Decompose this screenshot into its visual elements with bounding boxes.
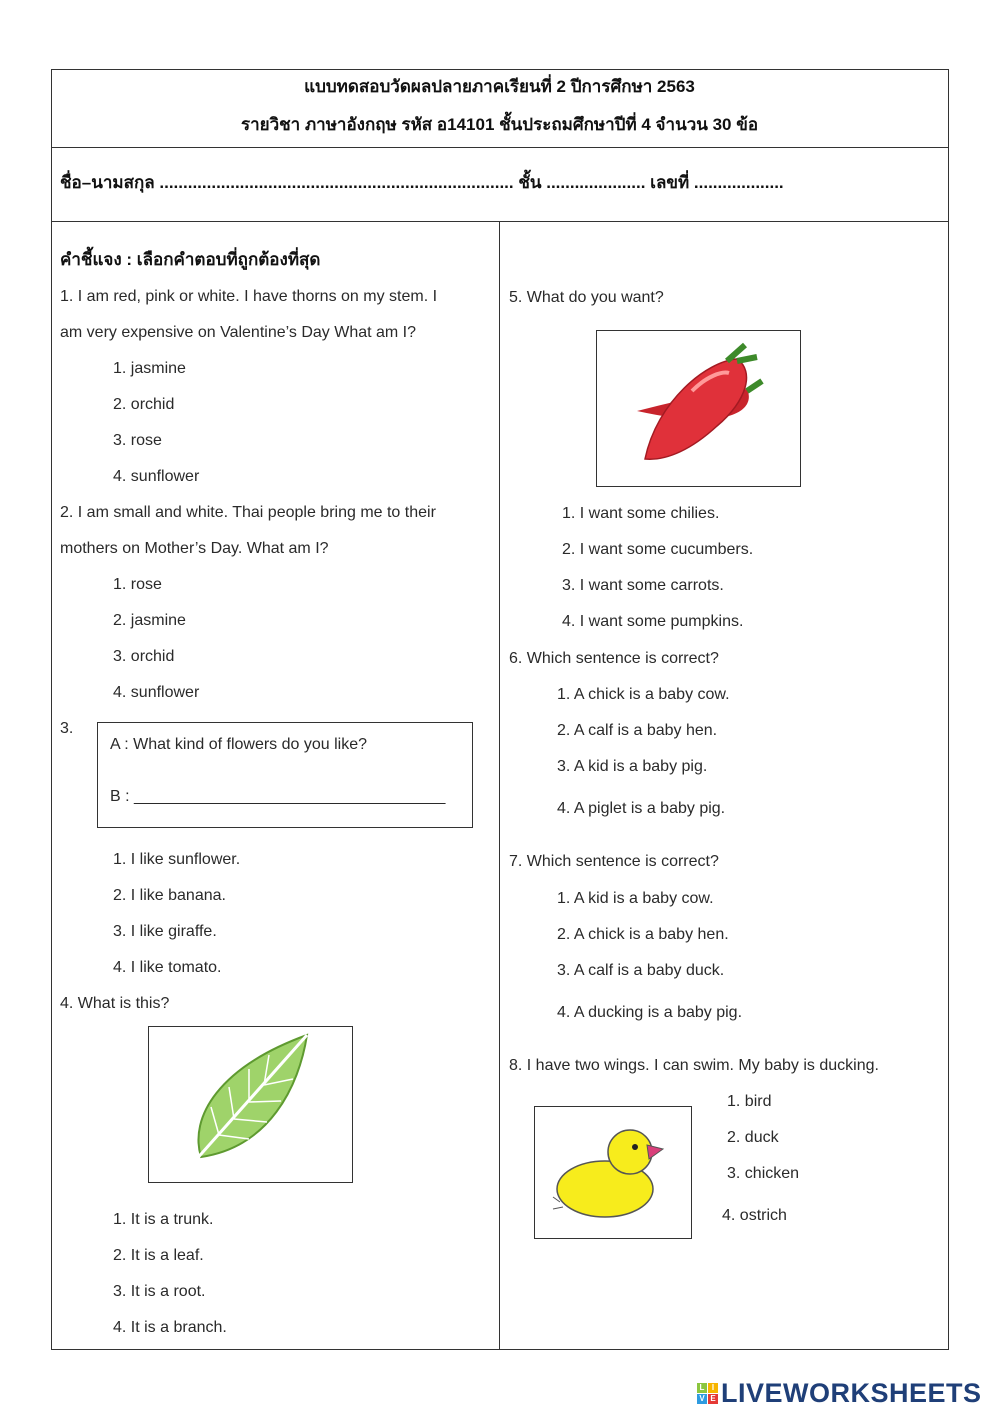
q5-option[interactable]: 2. I want some cucumbers. (562, 541, 754, 558)
q7-option[interactable]: 1. A kid is a baby cow. (557, 890, 714, 907)
q3-option[interactable]: 2. I like banana. (113, 887, 226, 904)
column-divider (499, 221, 500, 1350)
q7-option[interactable]: 4. A ducking is a baby pig. (557, 1004, 743, 1021)
q2-text: mothers on Mother’s Day. What am I? (60, 540, 329, 557)
q7-question: 7. Which sentence is correct? (509, 853, 719, 870)
q5-question: 5. What do you want? (509, 289, 664, 306)
q6-option[interactable]: 3. A kid is a baby pig. (557, 758, 708, 775)
header-divider (51, 147, 949, 148)
q6-option[interactable]: 1. A chick is a baby cow. (557, 686, 730, 703)
chili-pepper-icon (597, 331, 802, 488)
q4-image-box (148, 1026, 353, 1183)
q3-option[interactable]: 1. I like sunflower. (113, 851, 241, 868)
q8-option[interactable]: 2. duck (727, 1129, 779, 1146)
q8-option[interactable]: 1. bird (727, 1093, 772, 1110)
q5-option[interactable]: 4. I want some pumpkins. (562, 613, 744, 630)
q8-option[interactable]: 3. chicken (727, 1165, 800, 1182)
q2-option[interactable]: 3. orchid (113, 648, 175, 665)
q8-question: 8. I have two wings. I can swim. My baby is ducking. (509, 1057, 879, 1074)
frame-bottom (51, 1349, 949, 1350)
q7-option[interactable]: 2. A chick is a baby hen. (557, 926, 729, 943)
q4-question: 4. What is this? (60, 995, 170, 1012)
q4-option[interactable]: 3. It is a root. (113, 1283, 206, 1300)
logo-letter: L (697, 1383, 707, 1393)
q5-image-box (596, 330, 801, 487)
logo-letter: V (697, 1394, 707, 1404)
q5-option[interactable]: 1. I want some chilies. (562, 505, 720, 522)
logo-text: LIVEWORKSHEETS (721, 1378, 982, 1408)
q2-option[interactable]: 4. sunflower (113, 684, 200, 701)
logo-letter: I (708, 1383, 718, 1393)
frame-left (51, 69, 52, 1350)
exam-title: แบบทดสอบวัดผลปลายภาคเรียนที่ 2 ปีการศึกษา 2563 (304, 77, 695, 96)
q3-option[interactable]: 4. I like tomato. (113, 959, 222, 976)
q7-option[interactable]: 3. A calf is a baby duck. (557, 962, 725, 979)
q4-option[interactable]: 4. It is a branch. (113, 1319, 227, 1336)
q2-option[interactable]: 1. rose (113, 576, 162, 593)
q6-option[interactable]: 2. A calf is a baby hen. (557, 722, 718, 739)
q1-option[interactable]: 2. orchid (113, 396, 175, 413)
q3-dialog-a: A : What kind of flowers do you like? (110, 736, 368, 753)
q1-text: am very expensive on Valentine’s Day What am I? (60, 324, 417, 341)
logo-cube-icon (697, 1383, 718, 1404)
name-divider (51, 221, 949, 222)
q6-option[interactable]: 4. A piglet is a baby pig. (557, 800, 726, 817)
logo-letter: E (708, 1394, 718, 1404)
q3-dialog-b: B : ___________________________________ (110, 788, 446, 805)
name-line: ชื่อ–นามสกุล ........................................................................... ชั้น ..................... เลขที่ ................... (60, 173, 784, 192)
q4-option[interactable]: 2. It is a leaf. (113, 1247, 204, 1264)
q1-option[interactable]: 1. jasmine (113, 360, 186, 377)
frame-top (51, 69, 949, 70)
q5-option[interactable]: 3. I want some carrots. (562, 577, 724, 594)
q6-question: 6. Which sentence is correct? (509, 650, 719, 667)
q8-image-box (534, 1106, 692, 1239)
q3-number: 3. (60, 720, 74, 737)
q2-text: 2. I am small and white. Thai people bring me to their (60, 504, 436, 521)
frame-right (948, 69, 949, 1350)
q3-option[interactable]: 3. I like giraffe. (113, 923, 217, 940)
exam-subtitle: รายวิชา ภาษาอังกฤษ รหัส อ14101 ชั้นประถมศึกษาปีที่ 4 จำนวน 30 ข้อ (240, 115, 759, 134)
q8-option[interactable]: 4. ostrich (722, 1207, 787, 1224)
q2-option[interactable]: 2. jasmine (113, 612, 186, 629)
q1-option[interactable]: 3. rose (113, 432, 162, 449)
duck-icon (535, 1107, 693, 1240)
liveworksheets-logo (697, 1378, 982, 1409)
instructions: คำชี้แจง : เลือกคำตอบที่ถูกต้องที่สุด (60, 250, 321, 269)
leaf-icon (149, 1027, 354, 1184)
q4-option[interactable]: 1. It is a trunk. (113, 1211, 214, 1228)
q1-option[interactable]: 4. sunflower (113, 468, 200, 485)
q1-text: 1. I am red, pink or white. I have thorns on my stem. I (60, 288, 438, 305)
